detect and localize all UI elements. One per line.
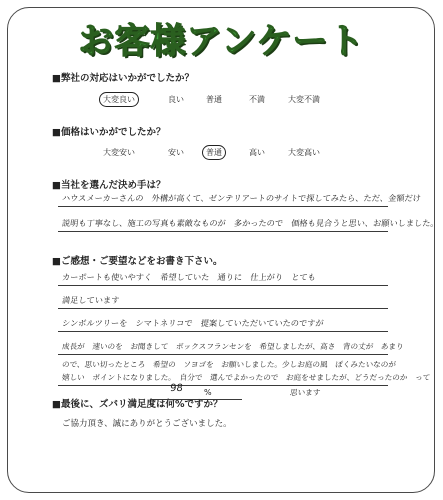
service-rating-option: 良い	[168, 95, 184, 104]
satisfaction-rule	[150, 399, 242, 400]
thanks-message: ご協力頂き、誠にありがとうございました。	[62, 419, 232, 429]
satisfaction-unit: %	[204, 388, 212, 397]
service-rating-option-selected: 大変良い	[99, 92, 139, 107]
answer-rule	[58, 331, 388, 332]
price-rating-option: 高い	[249, 148, 265, 157]
service-rating-option: 普通	[206, 95, 222, 104]
price-rating-option: 大変安い	[103, 148, 135, 157]
price-rating-option: 安い	[168, 148, 184, 157]
survey-title: お客様アンケート	[78, 22, 365, 62]
comment-answer-line: 成長が 速いのを お聞きして ボックスフランセンを 希望しましたが、高さ 背の丈が あまり	[61, 342, 405, 351]
satisfaction-value: 98	[169, 383, 184, 394]
question-price-label: ■価格はいかがでしたか？	[52, 127, 166, 138]
comment-answer-line: 嬉しい ポイントになりました。 自分で 選んでよかったので お庭をせましたが、どうだったのか って	[61, 373, 431, 382]
comment-answer-line: 満足しています	[61, 295, 120, 305]
comment-answer-line: ので、思い切ったところ 希望の ソヨゴを お願いしました。少しお庭の風 ぽくみたいなのが	[61, 360, 397, 369]
answer-rule	[58, 231, 388, 232]
reason-answer-line: 説明も丁寧なし、施工の写真も素敵なものが 多かったので 価格も見合うと思い、お願いしました。	[61, 218, 440, 228]
answer-rule	[58, 285, 388, 286]
question-satisfaction-label: ■最後に、ズバリ満足度は何%ですか？	[52, 399, 223, 410]
question-reason-label: ■当社を選んだ決め手は？	[52, 180, 166, 191]
service-rating-option: 大変不満	[288, 95, 320, 104]
service-rating-option: 不満	[249, 95, 265, 104]
comment-answer-trailing: 思います	[289, 388, 321, 397]
question-service-label: ■弊社の対応はいかがでしたか？	[52, 73, 194, 84]
answer-rule	[58, 385, 388, 386]
price-rating-option-selected: 普通	[202, 145, 226, 160]
answer-rule	[58, 354, 388, 355]
comment-answer-line: カーポートも使いやすく 希望していた 通りに 仕上がり とても	[61, 272, 317, 282]
comment-answer-line: シンボルツリーを シマトネリコで 提案していただいていたのですが	[61, 318, 325, 328]
question-comments-label: ■ご感想・ご要望などをお書き下さい。	[52, 256, 223, 267]
answer-rule	[58, 206, 388, 207]
answer-rule	[58, 308, 388, 309]
reason-answer-line: ハウスメーカーさんの 外構が高くて、ゼンテリアートのサイトで探してみたら、ただ、金額だけ	[61, 193, 422, 203]
price-rating-option: 大変高い	[288, 148, 320, 157]
